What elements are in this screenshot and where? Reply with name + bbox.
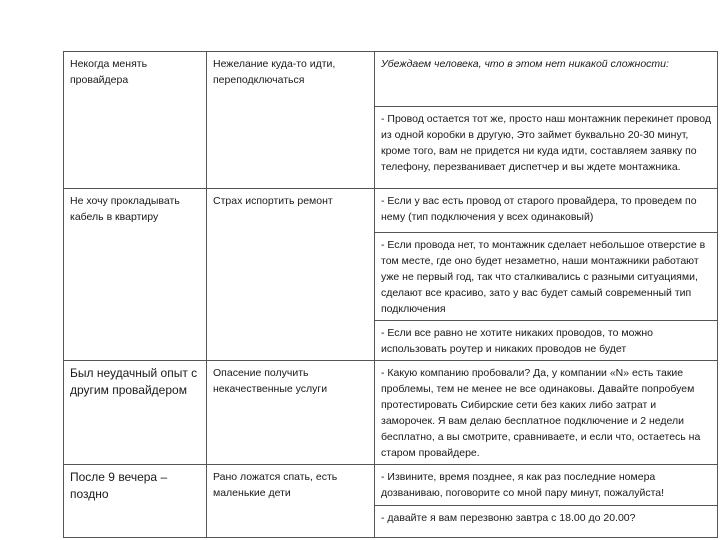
reason-cell: Рано ложатся спать, есть маленькие дети (207, 465, 375, 538)
objections-table (63, 51, 718, 538)
table-row (64, 465, 718, 506)
response-cell: - Провод остается тот же, просто наш монтажник перекинет провод из одной коробки в другую, Это займет буквально 20-30 минут, кроме того, вам не придется ни куда идти, составляем заявку по телефону, перезванивает диспетчер и вы ждете монтажника. (375, 107, 718, 189)
table-row (64, 52, 718, 107)
table-row (64, 361, 718, 465)
objection-cell: После 9 вечера – поздно (64, 465, 207, 538)
reason-cell: Нежелание куда-то идти, переподключаться (207, 52, 375, 189)
reason-cell: Страх испортить ремонт (207, 189, 375, 361)
objection-cell: Был неудачный опыт с другим провайдером (64, 361, 207, 465)
response-cell: - Если провода нет, то монтажник сделает небольшое отверстие в том месте, где оно будет незаметно, наши монтажники работают уже не первый год, так что сталкивались с разными ситуациями, сделают все красиво, зато у вас будет самый современный тип подключения (375, 233, 718, 321)
table-row (64, 189, 718, 233)
reason-cell: Опасение получить некачественные услуги (207, 361, 375, 465)
response-cell: - Если у вас есть провод от старого провайдера, то проведем по нему (тип подключения у всех одинаковый) (375, 189, 718, 233)
response-cell: - Извините, время позднее, я как раз последние номера дозваниваю, поговорите со мной пару минут, пожалуйста! (375, 465, 718, 506)
response-cell: Убеждаем человека, что в этом нет никакой сложности: (375, 52, 718, 107)
objection-cell: Не хочу прокладывать кабель в квартиру (64, 189, 207, 361)
objection-cell: Некогда менять провайдера (64, 52, 207, 189)
response-cell: - Какую компанию пробовали? Да, у компании «N» есть такие проблемы, тем не менее не все одинаковы. Давайте попробуем протестировать Сибирские сети без каких либо затрат и заморочек. Я вам делаю бесплатное подключение и 2 недели бесплатно, а вы смотрите, сравниваете, и если что, остаетесь на старом провайдере. (375, 361, 718, 465)
response-cell: - Если все равно не хотите никаких проводов, то можно использовать роутер и никаких проводов не будет (375, 321, 718, 361)
response-cell: - давайте я вам перезвоню завтра с 18.00 до 20.00? (375, 506, 718, 538)
